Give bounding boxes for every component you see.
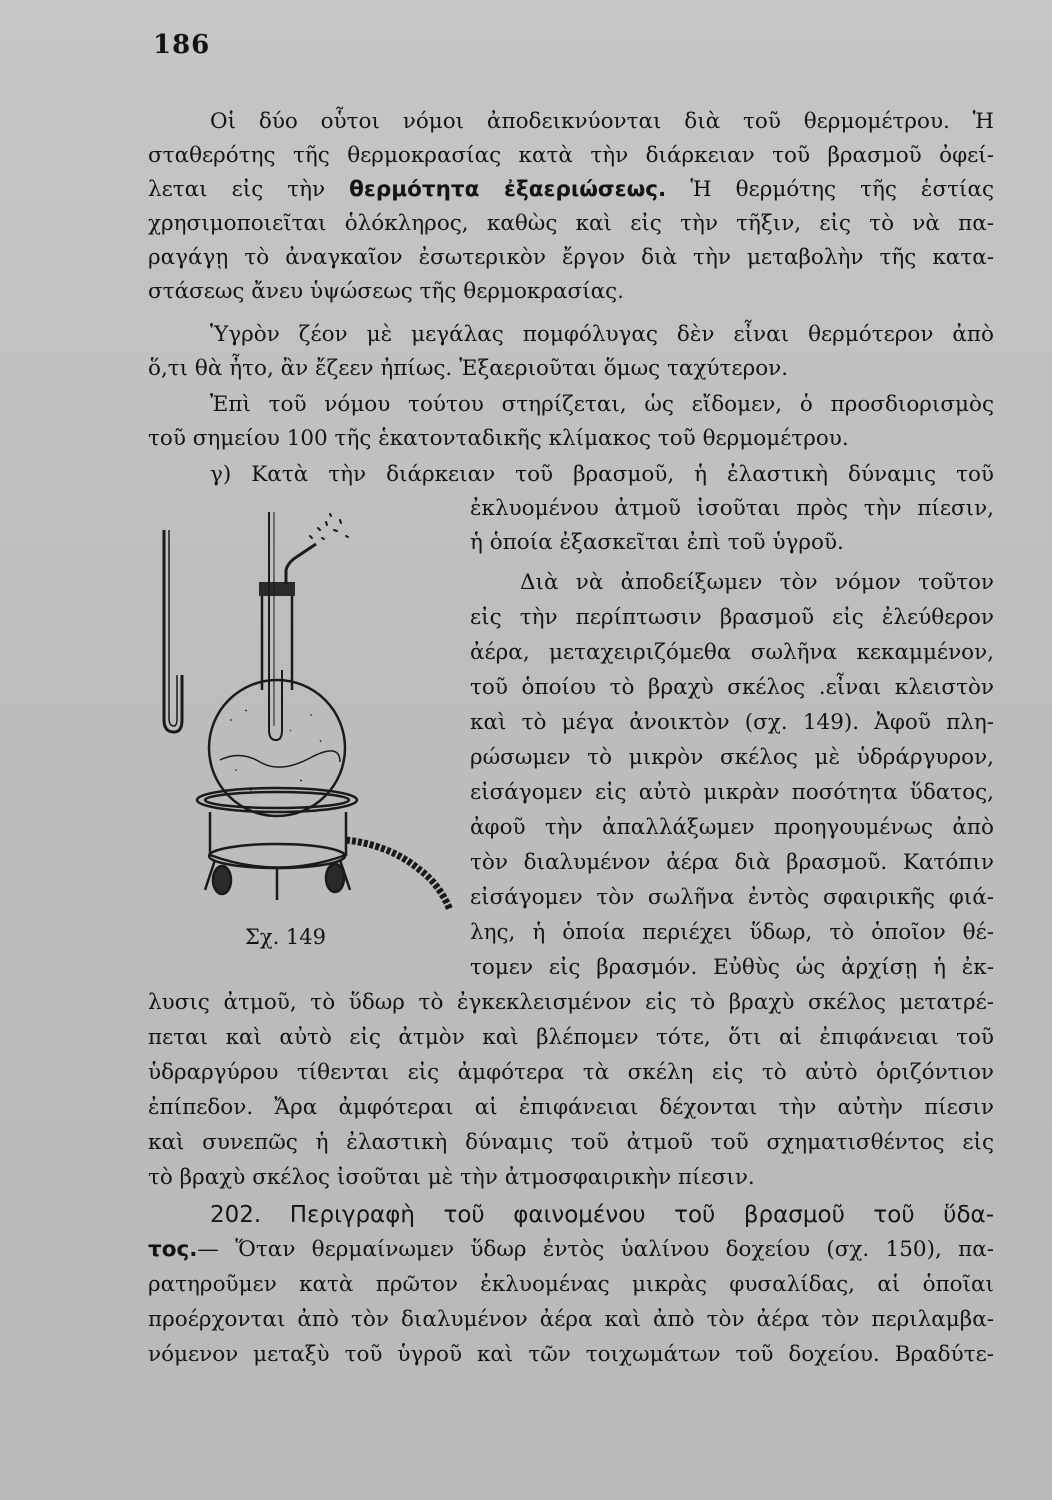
- text-line: τοῦ σημείου 100 τῆς ἑκατονταδικῆς κλίμακος τοῦ θερμομέτρου.: [148, 426, 849, 451]
- text-line: εἰσάγομεν εἰς αὐτὸ μικρὰν ποσότητα ὕδατος,: [470, 780, 994, 805]
- text-line: καὶ συνεπῶς ἡ ἐλαστικὴ δύναμις τοῦ ἀτμοῦ τοῦ σχηματισθέντος εἰς: [148, 1130, 994, 1155]
- text-line: Διὰ νὰ ἀποδείξωμεν τὸν νόμον τοῦτον: [520, 570, 994, 595]
- section-heading-end: τος.: [148, 1237, 198, 1262]
- text-line: σταθερότης τῆς θερμοκρασίας κατὰ τὴν διάρκειαν τοῦ βρασμοῦ ὀφεί-: [148, 143, 994, 168]
- text-line: ὅ,τι θὰ ἦτο, ἂν ἔζεεν ἠπίως. Ἐξαεριοῦται ὅμως ταχύτερον.: [148, 356, 789, 381]
- text-line: λυσις ἀτμοῦ, τὸ ὕδωρ τὸ ἐγκεκλεισμένον εἰς τὸ βραχὺ σκέλος μετατρέ-: [148, 990, 994, 1015]
- text-line: Οἱ δύο οὗτοι νόμοι ἀποδεικνύονται διὰ τοῦ θερμομέτρου. Ἡ: [210, 109, 994, 134]
- text-line: λης, ἡ ὁποία περιέχει ὕδωρ, τὸ ὁποῖον θέ-: [470, 920, 994, 945]
- text-line: ἡ ὁποία ἐξασκεῖται ἐπὶ τοῦ ὑγροῦ.: [470, 530, 844, 555]
- text-line: ραγάγῃ τὸ ἀναγκαῖον ἐσωτερικὸν ἔργον διὰ τὴν μεταβολὴν τῆς κατα-: [148, 245, 994, 270]
- text-line: τοῦ ὁποίου τὸ βραχὺ σκέλος .εἶναι κλειστὸν: [470, 675, 994, 700]
- text-fragment: λεται εἰς τὴν: [148, 177, 326, 202]
- text-line: στάσεως ἄνευ ὑψώσεως τῆς θερμοκρασίας.: [148, 279, 625, 304]
- page-number: 186: [153, 30, 211, 60]
- text-line: Ἐπὶ τοῦ νόμου τούτου στηρίζεται, ὡς εἴδομεν, ὁ προσδιορισμὸς: [210, 392, 994, 417]
- text-line: ρώσωμεν τὸ μικρὸν σκέλος μὲ ὑδράργυρον,: [470, 745, 994, 770]
- text-line: [148, 173, 994, 207]
- text-line: τομεν εἰς βρασμόν. Εὐθὺς ὡς ἀρχίσῃ ἡ ἐκ-: [470, 955, 994, 980]
- text-line: ἀέρα, μεταχειριζόμεθα σωλῆνα κεκαμμένον,: [470, 640, 994, 665]
- text-line: ἐκλυομένου ἀτμοῦ ἰσοῦται πρὸς τὴν πίεσιν,: [470, 496, 994, 521]
- text-line: τὸν διαλυμένον ἀέρα διὰ βρασμοῦ. Κατόπιν: [470, 850, 994, 875]
- text-line: νόμενον μεταξὺ τοῦ ὑγροῦ καὶ τῶν τοιχωμάτων τοῦ δοχείου. Βραδύτε-: [148, 1342, 994, 1367]
- text-line: καὶ τὸ μέγα ἀνοικτὸν (σχ. 149). Ἀφοῦ πλη-: [470, 710, 994, 735]
- text-line: ἀφοῦ τὴν ἀπαλλάξωμεν προηγουμένως ἀπὸ: [470, 815, 994, 840]
- text-line: γ) Κατὰ τὴν διάρκειαν τοῦ βρασμοῦ, ἡ ἐλαστικὴ δύναμις τοῦ: [210, 462, 994, 487]
- text-line: [148, 1233, 994, 1267]
- text-fragment: — Ὅταν θερμαίνωμεν ὕδωρ ἐντὸς ὑαλίνου δοχείου (σχ. 150), πα-: [197, 1237, 994, 1262]
- bold-term: θερμότητα ἐξαεριώσεως.: [349, 177, 667, 202]
- text-fragment: Ἡ θερμότης τῆς ἑστίας: [690, 177, 994, 202]
- boiling-flask-illustration: [150, 500, 470, 920]
- figure-caption: Σχ. 149: [245, 925, 327, 949]
- section-heading: 202. Περιγραφὴ τοῦ φαινομένου τοῦ βρασμοῦ τοῦ ὕδα-: [210, 1202, 994, 1228]
- text-line: εἰσάγομεν τὸν σωλῆνα ἐντὸς σφαιρικῆς φιά-: [470, 885, 994, 910]
- text-line: ἐπίπεδον. Ἄρα ἀμφότεραι αἱ ἐπιφάνειαι δέχονται τὴν αὐτὴν πίεσιν: [148, 1095, 994, 1120]
- text-line: χρησιμοποιεῖται ὁλόκληρος, καθὼς καὶ εἰς τὴν τῆξιν, εἰς τὸ νὰ πα-: [148, 211, 994, 236]
- text-line: τὸ βραχὺ σκέλος ἰσοῦται μὲ τὴν ἀτμοσφαιρικὴν πίεσιν.: [148, 1165, 755, 1190]
- text-line: εἰς τὴν περίπτωσιν βρασμοῦ εἰς ἐλεύθερον: [470, 605, 994, 630]
- text-line: Ὑγρὸν ζέον μὲ μεγάλας πομφόλυγας δὲν εἶναι θερμότερον ἀπὸ: [210, 322, 994, 347]
- text-line: ρατηροῦμεν κατὰ πρῶτον ἐκλυομένας μικρὰς φυσαλίδας, αἱ ὁποῖαι: [148, 1272, 994, 1297]
- text-line: πεται καὶ αὐτὸ εἰς ἀτμὸν καὶ βλέπομεν τότε, ὅτι αἱ ἐπιφάνειαι τοῦ: [148, 1025, 994, 1050]
- text-line: ὑδραργύρου τίθενται εἰς ἀμφότερα τὰ σκέλη εἰς τὸ αὐτὸ ὁριζόντιον: [148, 1060, 994, 1085]
- text-line: προέρχονται ἀπὸ τὸν διαλυμένον ἀέρα καὶ ἀπὸ τὸν ἀέρα τὸν περιλαμβα-: [148, 1307, 994, 1332]
